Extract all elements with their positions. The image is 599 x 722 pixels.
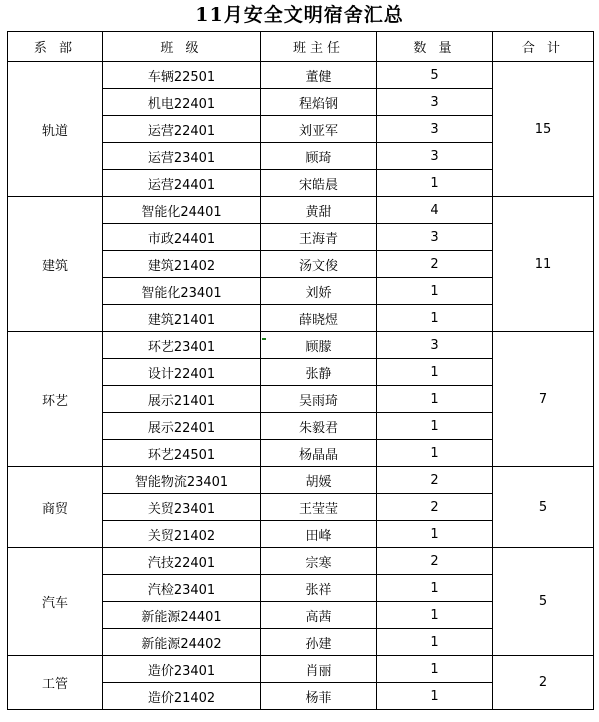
count-cell: 2 xyxy=(377,494,493,521)
class-cell: 环艺23401 xyxy=(103,332,261,359)
count-cell: 2 xyxy=(377,467,493,494)
class-cell: 车辆22501 xyxy=(103,62,261,89)
count-cell: 2 xyxy=(377,548,493,575)
table-row xyxy=(8,467,594,494)
class-cell: 展示21401 xyxy=(103,386,261,413)
teacher-cell: 张静 xyxy=(261,359,377,386)
dept-cell: 轨道 xyxy=(8,62,103,197)
dept-cell: 环艺 xyxy=(8,332,103,467)
class-cell: 市政24401 xyxy=(103,224,261,251)
class-cell: 造价23401 xyxy=(103,656,261,683)
table-row xyxy=(8,656,594,683)
count-cell: 3 xyxy=(377,116,493,143)
count-cell: 1 xyxy=(377,413,493,440)
teacher-cell: 顾朦 xyxy=(261,332,377,359)
header-class: 班 级 xyxy=(103,32,261,62)
count-cell: 1 xyxy=(377,170,493,197)
teacher-cell: 张祥 xyxy=(261,575,377,602)
class-cell: 关贸23401 xyxy=(103,494,261,521)
dept-cell: 商贸 xyxy=(8,467,103,548)
count-cell: 1 xyxy=(377,359,493,386)
teacher-cell: 董健 xyxy=(261,62,377,89)
header-dept: 系 部 xyxy=(8,32,103,62)
count-cell: 3 xyxy=(377,224,493,251)
count-cell: 3 xyxy=(377,332,493,359)
teacher-cell: 刘娇 xyxy=(261,278,377,305)
total-cell: 2 xyxy=(493,656,594,710)
teacher-cell: 黄甜 xyxy=(261,197,377,224)
class-cell: 建筑21401 xyxy=(103,305,261,332)
count-cell: 2 xyxy=(377,251,493,278)
count-cell: 5 xyxy=(377,62,493,89)
teacher-cell: 孙建 xyxy=(261,629,377,656)
teacher-cell: 胡媛 xyxy=(261,467,377,494)
count-cell: 1 xyxy=(377,278,493,305)
teacher-cell: 王莹莹 xyxy=(261,494,377,521)
teacher-cell: 朱毅君 xyxy=(261,413,377,440)
total-cell: 15 xyxy=(493,62,594,197)
count-cell: 1 xyxy=(377,656,493,683)
table-row xyxy=(8,197,594,224)
header-total: 合 计 xyxy=(493,32,594,62)
table-row xyxy=(8,332,594,359)
teacher-cell: 王海青 xyxy=(261,224,377,251)
teacher-cell: 高茜 xyxy=(261,602,377,629)
class-cell: 建筑21402 xyxy=(103,251,261,278)
class-cell: 运营22401 xyxy=(103,116,261,143)
class-cell: 设计22401 xyxy=(103,359,261,386)
count-cell: 1 xyxy=(377,305,493,332)
teacher-cell: 杨晶晶 xyxy=(261,440,377,467)
teacher-cell: 田峰 xyxy=(261,521,377,548)
total-cell: 5 xyxy=(493,467,594,548)
count-cell: 1 xyxy=(377,386,493,413)
count-cell: 1 xyxy=(377,602,493,629)
class-cell: 汽技22401 xyxy=(103,548,261,575)
cell-cursor-mark xyxy=(262,338,266,340)
count-cell: 1 xyxy=(377,683,493,710)
total-cell: 5 xyxy=(493,548,594,656)
class-cell: 环艺24501 xyxy=(103,440,261,467)
sheet-title: 11月安全文明宿舍汇总 xyxy=(195,4,404,26)
class-cell: 新能源24402 xyxy=(103,629,261,656)
count-cell: 1 xyxy=(377,521,493,548)
teacher-cell: 汤文俊 xyxy=(261,251,377,278)
table-row xyxy=(8,62,594,89)
teacher-cell: 宗寒 xyxy=(261,548,377,575)
header-teacher: 班主任 xyxy=(261,32,377,62)
teacher-cell: 顾琦 xyxy=(261,143,377,170)
count-cell: 1 xyxy=(377,440,493,467)
count-cell: 3 xyxy=(377,89,493,116)
class-cell: 造价21402 xyxy=(103,683,261,710)
dept-cell: 工管 xyxy=(8,656,103,710)
teacher-cell: 程焰钢 xyxy=(261,89,377,116)
class-cell: 智能化24401 xyxy=(103,197,261,224)
header-count: 数 量 xyxy=(377,32,493,62)
count-cell: 4 xyxy=(377,197,493,224)
teacher-cell: 杨菲 xyxy=(261,683,377,710)
total-cell: 7 xyxy=(493,332,594,467)
teacher-cell: 宋皓晨 xyxy=(261,170,377,197)
class-cell: 关贸21402 xyxy=(103,521,261,548)
class-cell: 运营23401 xyxy=(103,143,261,170)
class-cell: 展示22401 xyxy=(103,413,261,440)
count-cell: 3 xyxy=(377,143,493,170)
class-cell: 汽检23401 xyxy=(103,575,261,602)
dorm-summary-table xyxy=(7,31,594,710)
class-cell: 新能源24401 xyxy=(103,602,261,629)
count-cell: 1 xyxy=(377,629,493,656)
count-cell: 1 xyxy=(377,575,493,602)
teacher-cell: 薛晓煜 xyxy=(261,305,377,332)
dept-cell: 建筑 xyxy=(8,197,103,332)
table-row xyxy=(8,548,594,575)
total-cell: 11 xyxy=(493,197,594,332)
class-cell: 智能物流23401 xyxy=(103,467,261,494)
class-cell: 运营24401 xyxy=(103,170,261,197)
class-cell: 智能化23401 xyxy=(103,278,261,305)
teacher-cell: 肖丽 xyxy=(261,656,377,683)
header-row xyxy=(8,32,594,62)
dept-cell: 汽车 xyxy=(8,548,103,656)
teacher-cell: 吴雨琦 xyxy=(261,386,377,413)
class-cell: 机电22401 xyxy=(103,89,261,116)
teacher-cell: 刘亚军 xyxy=(261,116,377,143)
